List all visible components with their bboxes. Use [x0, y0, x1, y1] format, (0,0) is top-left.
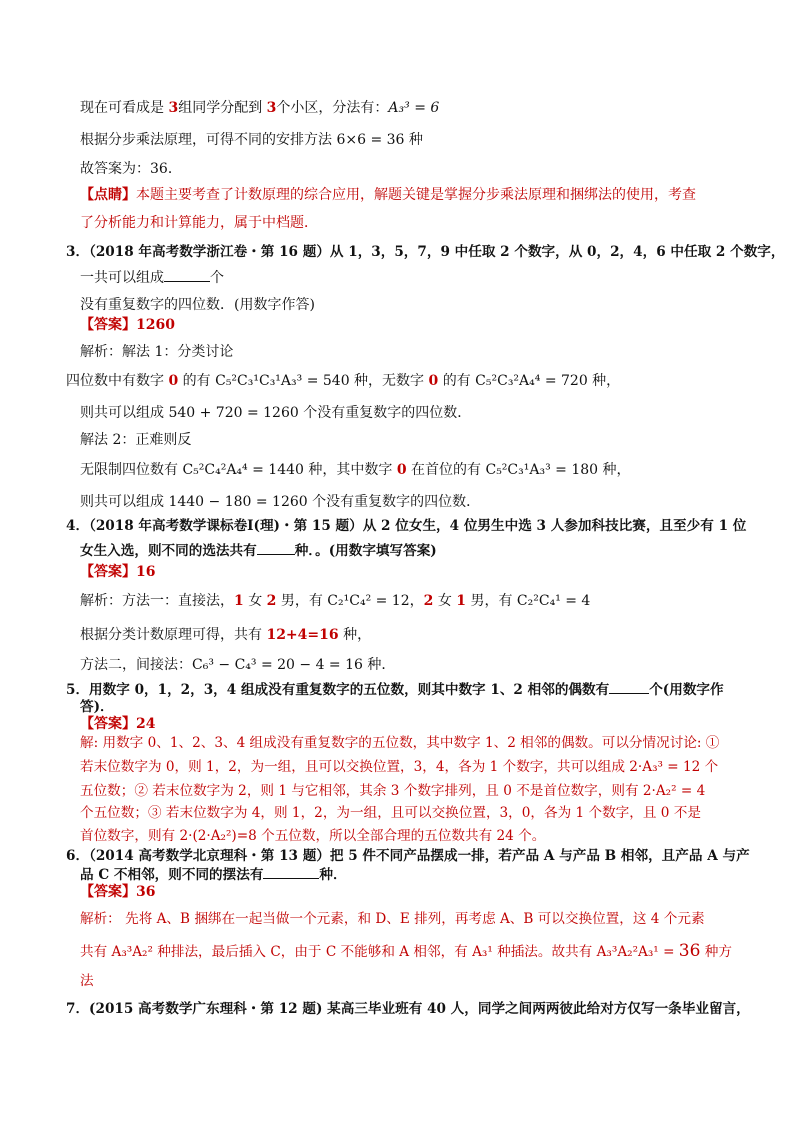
text-line: 四位数中有数字 0 的有 C₅²C₃¹C₃¹A₃³ = 540 种，无数字 0 的有 C₅²C₃²A₄⁴ = 720 种， [66, 373, 621, 389]
solution-line: 共有 A₃³A₂² 种排法，最后插入 C，由于 C 不能够和 A 相邻，有 A₃¹ 种插法。故共有 A₃³A₂²A₃¹ = 36 种方 [80, 941, 732, 961]
question-6-head: 6．（2014 高考数学北京理科・第 13 题）把 5 件不同产品摆成一排，若产品 A 与产品 B 相邻，且产品 A 与产 [66, 848, 750, 864]
text-line: 现在可看成是 3组同学分配到 3个小区，分法有：A₃³ = 6 [80, 100, 440, 116]
solution-line: 解: 用数字 0、1、2、3、4 组成没有重复数字的五位数，其中数字 1、2 相邻的偶数。可以分情况讨论: ① [80, 735, 720, 751]
text-line: 答)． [80, 699, 114, 715]
text-line: 无限制四位数有 C₅²C₄²A₄⁴ = 1440 种，其中数字 0 在首位的有 C₅²C₃¹A₃³ = 180 种， [80, 462, 631, 478]
answer-label: 【答案】16 [80, 564, 156, 580]
answer-label: 【答案】24 [80, 716, 156, 732]
question-7-head: 7．(2015 高考数学广东理科・第 12 题) 某高三毕业班有 40 人，同学之间两两彼此给对方仅写一条毕业留言， [66, 1001, 750, 1017]
solution-line: 首位数字，则有 2·(2·A₂²)=8 个五位数，所以全部合理的五位数共有 24 个。 [80, 828, 546, 844]
answer-blank [257, 541, 295, 555]
question-5-head: 5．用数字 0，1，2，3，4 组成没有重复数字的五位数，则其中数字 1、2 相邻的偶数有 个(用数字作 [66, 682, 724, 698]
text-line: 根据分类计数原理可得，共有 12+4=16 种， [80, 627, 372, 643]
question-4-head: 4．（2018 年高考数学课标卷Ⅰ(理)・第 15 题）从 2 位女生，4 位男生中选 3 人参加科技比赛，且至少有 1 位 [66, 518, 747, 534]
remark-tag: 【点睛】 [80, 187, 136, 203]
text-line: 故答案为：36． [80, 161, 182, 177]
answer-label: 【答案】1260 [80, 317, 175, 333]
question-3-head: 3．（2018 年高考数学浙江卷・第 16 题）从 1，3，5，7，9 中任取 2 个数字，从 0，2，4，6 中任取 2 个数字， [66, 244, 785, 260]
answer-blank [609, 680, 649, 694]
solution-line: 解析： 先将 A、B 捆绑在一起当做一个元素，和 D、E 排列，再考虑 A、B 可以交换位置，这 4 个元素 [80, 911, 705, 927]
text-line: 品 C 不相邻，则不同的摆法有 种． [80, 867, 347, 883]
text-line: 根据分步乘法原理，可得不同的安排方法 6×6 = 36 种 [80, 132, 423, 148]
solution-line: 五位数；② 若末位数字为 2，则 1 与它相邻，其余 3 个数字排列，且 0 不是首位数字，则有 2·A₂² = 4 [80, 783, 706, 799]
remark-line: 【点睛】本题主要考查了计数原理的综合应用，解题关键是掌握分步乘法原理和捆绑法的使用，考查 [80, 187, 696, 203]
text-line: 解析：解法 1：分类讨论 [80, 344, 234, 360]
text-line: 则共可以组成 540 + 720 = 1260 个没有重复数字的四位数． [80, 405, 472, 421]
text-line: 方法二，间接法：C₆³ − C₄³ = 20 − 4 = 16 种． [80, 657, 396, 673]
text-line: 则共可以组成 1440 − 180 = 1260 个没有重复数字的四位数． [80, 494, 481, 510]
text-line: 解法 2：正难则反 [80, 432, 192, 448]
remark-line: 了分析能力和计算能力，属于中档题． [80, 215, 318, 231]
answer-blank [263, 865, 319, 879]
solution-line: 个五位数；③ 若末位数字为 4，则 1，2，为一组，且可以交换位置，3，0，各为 1 个数字，且 0 不是 [80, 805, 701, 821]
text-line: 没有重复数字的四位数．(用数字作答) [80, 297, 315, 313]
solution-line: 法 [80, 973, 94, 989]
text-line: 解析：方法一：直接法，1 女 2 男，有 C₂¹C₄² = 12，2 女 1 男，有 C₂²C₄¹ = 4 [80, 593, 591, 609]
solution-line: 若末位数字为 0，则 1，2，为一组，且可以交换位置，3，4，各为 1 个数字，共可以组成 2·A₃³ = 12 个 [80, 759, 719, 775]
answer-label: 【答案】36 [80, 884, 156, 900]
text-line: 女生入选，则不同的选法共有 种．。(用数字填写答案) [80, 543, 437, 559]
answer-blank [164, 268, 210, 282]
text-line: 一共可以组成 个 [80, 270, 224, 286]
